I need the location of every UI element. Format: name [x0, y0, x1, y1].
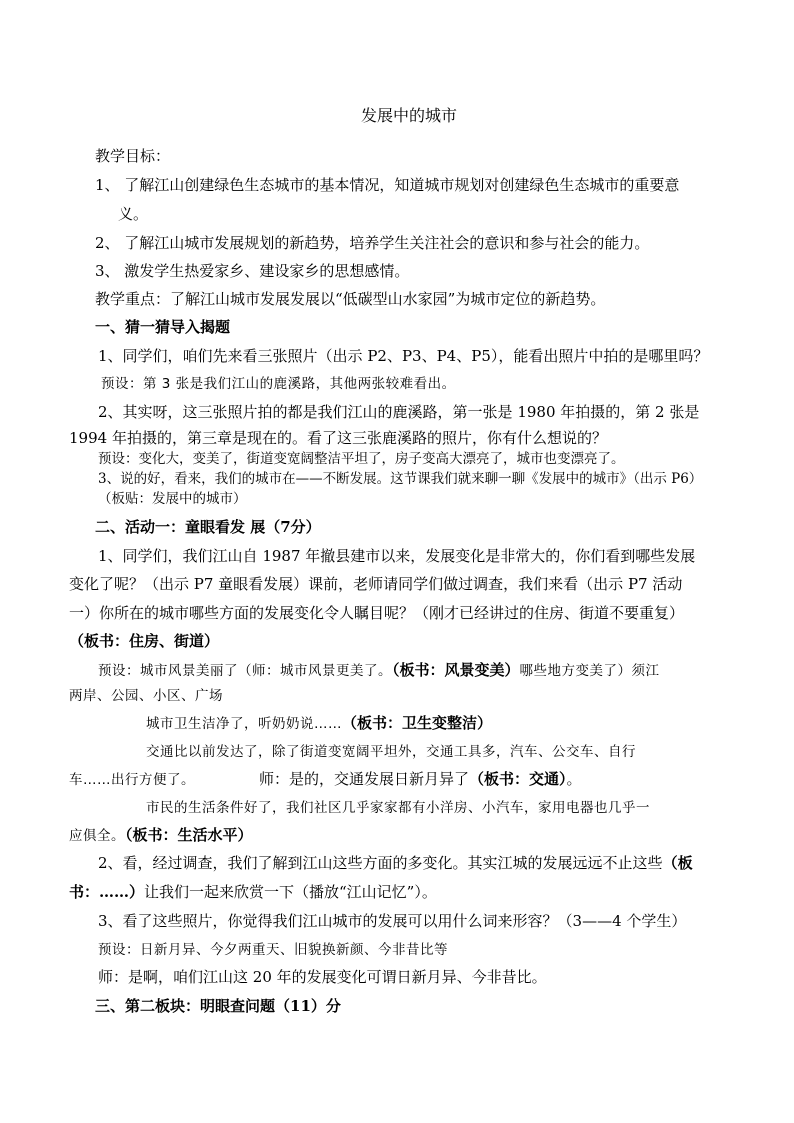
preset-text: 城市卫生洁净了，听奶奶说…… [146, 716, 342, 732]
objective-item: 1、 了解江山创建绿色生态城市的基本情况，知道城市规划对创建绿色生态城市的重要意 [95, 176, 680, 194]
objectives-heading: 教学目标： [95, 147, 171, 165]
board-note: （板书：风景变美） [392, 661, 520, 679]
preset-line [69, 769, 582, 790]
paragraph-text: 2、看，经过调查，我们了解到江山这些方面的多变化。其实江城的发展远远不止这些 [98, 854, 663, 872]
objective-item: 3、 激发学生热爱家乡、建设家乡的思想感情。 [95, 262, 410, 280]
preset-line [98, 660, 660, 681]
paragraph-continued: 变化了呢？（出示 P7 童眼看发展）课前，老师请同学们做过调查，我们来看（出示 P7 活动 [69, 575, 683, 593]
preset-text: 应俱全。 [69, 828, 125, 844]
section-heading: 二、活动一：童眼看发 展（7分） [95, 518, 321, 536]
board-note: （板 [662, 854, 693, 872]
board-note: （板书：住房、街道） [69, 632, 220, 650]
section-heading: 三、第二板块：明眼查问题（11）分 [95, 997, 341, 1015]
preset-answer: 预设：日新月异、今夕两重天、旧貌换新颜、今非昔比等 [98, 942, 448, 958]
paragraph: 1、同学们，咱们先来看三张照片（出示 P2、P3、P4、P5），能看出照片中拍的是哪里吗？ [98, 347, 709, 365]
paragraph: 2、其实呀，这三张照片拍的都是我们江山的鹿溪路，第一张是 1980 年拍摄的，第 2 张是 [98, 403, 700, 421]
paragraph-continued: 一）你所在的城市哪些方面的发展变化令人瞩目呢？（刚才已经讲过的住房、街道不要重复） [69, 604, 685, 622]
board-note: 书：……） [69, 883, 145, 901]
preset-text: 交通比以前发达了，除了街道变宽阔平坦外，交通工具多，汽车、公交车、自行 [146, 744, 636, 760]
paragraph: 3、说的好，看来，我们的城市在——不断发展。这节课我们就来聊一聊《发展中的城市》（出示 P6） [98, 471, 703, 487]
preset-text: 车……出行方便了。 [69, 772, 195, 788]
paragraph-continued [69, 882, 437, 902]
section-heading: 一、猜一猜导入揭题 [95, 318, 231, 336]
teacher-remark: 师：是啊，咱们江山这 20 年的发展变化可谓日新月异、今非昔比。 [98, 968, 547, 986]
objective-item: 2、 了解江山城市发展规划的新趋势，培养学生关注社会的意识和参与社会的能力。 [95, 234, 650, 252]
paragraph: 3、看了这些照片，你觉得我们江山城市的发展可以用什么词来形容？（3——4 个学生） [98, 912, 687, 930]
preset-text: 市民的生活条件好了，我们社区几乎家家都有小洋房、小汽车，家用电器也几乎一 [146, 800, 650, 816]
paragraph [98, 853, 693, 873]
objective-item-continued: 义。 [118, 205, 149, 223]
board-note: （板书：生活水平） [125, 826, 253, 844]
preset-answer: 预设：第 3 张是我们江山的鹿溪路，其他两张较难看出。 [101, 376, 456, 392]
preset-line [69, 825, 253, 846]
preset-line [146, 713, 492, 734]
paragraph: 1、同学们，我们江山自 1987 年撤县建市以来，发展变化是非常大的，你们看到哪些发展 [98, 547, 696, 565]
punctuation: 。 [566, 770, 582, 788]
board-note: （板书：卫生变整洁） [342, 714, 493, 732]
key-point: 教学重点：了解江山城市发展发展以“低碳型山水家园”为城市定位的新趋势。 [95, 290, 606, 308]
board-note: （板书：交通） [469, 770, 567, 788]
paragraph-text: 让我们一起来欣赏一下（播放“江山记忆”）。 [144, 883, 437, 901]
preset-text: 哪些地方变美了）须江 [519, 663, 660, 679]
preset-text-continued: 两岸、公园、小区、广场 [69, 688, 223, 704]
board-note: （板贴：发展中的城市） [98, 491, 247, 507]
preset-text: 预设：城市风景美丽了（师：城市风景更美了。 [98, 663, 392, 679]
page-title: 发展中的城市 [361, 106, 458, 125]
teacher-remark: 师：是的，交通发展日新月异了 [259, 770, 470, 788]
preset-answer: 预设：变化大，变美了，街道变宽阔整洁平坦了，房子变高大漂亮了，城市也变漂亮了。 [98, 451, 625, 467]
paragraph-continued: 1994 年拍摄的，第三章是现在的。看了这三张鹿溪路的照片，你有什么想说的？ [69, 429, 607, 447]
